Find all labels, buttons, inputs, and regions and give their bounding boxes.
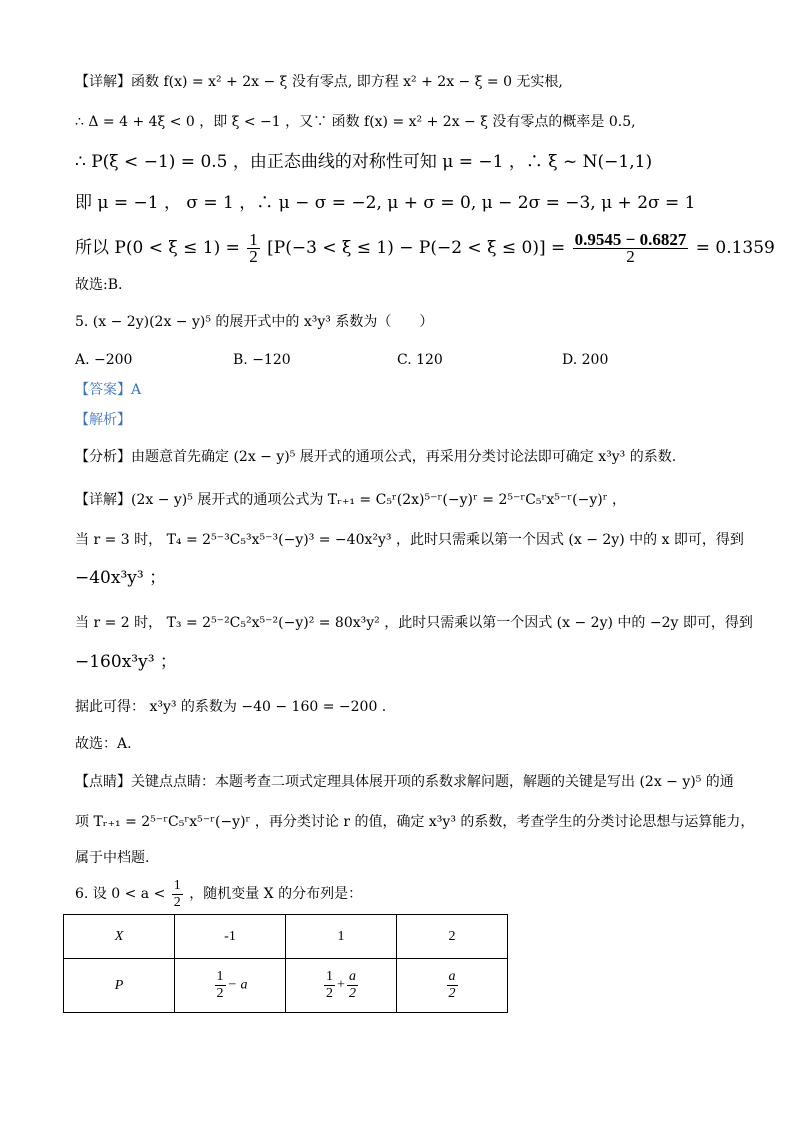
prob-prefix: 所以 P(0 < ξ ≤ 1) = [75, 238, 240, 258]
case-r3-result: −40x³y³ ； [75, 568, 167, 588]
detail-line-2: ∴ Δ = 4 + 4ξ < 0 ，即 ξ < −1 ，又∵ 函数 f(x) = x² + 2x − ξ 没有零点的概率是 0.5, [75, 114, 636, 130]
distribution-table [63, 914, 508, 1013]
key-point-2: 项 Tᵣ₊₁ = 2⁵⁻ʳC₅ʳx⁵⁻ʳ(−y)ʳ ，再分类讨论 r 的值，确定 x³y³ 的系数，考查学生的分类讨论思想与运算能力， [75, 814, 755, 830]
option-a: A. −200 [75, 352, 133, 368]
q6-prefix: 6. 设 0 < a < [75, 886, 166, 902]
table-cell: 1 [286, 915, 397, 959]
detail-line-4: 即 μ = −1 ， σ = 1 ，∴ μ − σ = −2, μ + σ = 0, μ − 2σ = −3, μ + 2σ = 1 [75, 193, 696, 213]
case-r2: 当 r = 2 时， T₃ = 2⁵⁻²C₅²x⁵⁻²(−y)² = 80x³y² ，此时只需乘以第一个因式 (x − 2y) 中的 −2y 即可，得到 [75, 615, 753, 631]
table-cell: P [64, 959, 175, 1013]
case-r3: 当 r = 3 时， T₄ = 2⁵⁻³C₅³x⁵⁻³(−y)³ = −40x²y³ ，此时只需乘以第一个因式 (x − 2y) 中的 x 即可，得到 [75, 532, 744, 548]
half-fraction: $\frac{1}{2}$ [249, 230, 258, 266]
analysis-tag: 【解析】 [75, 412, 131, 428]
prob-bracket: [P(−3 < ξ ≤ 1) − P(−2 < ξ ≤ 0)] = [267, 238, 566, 258]
choose-b: 故选:B. [75, 277, 123, 293]
table-cell: 2 [397, 915, 508, 959]
option-b: B. −120 [233, 352, 291, 368]
conclusion: 据此可得： x³y³ 的系数为 −40 − 160 = −200 . [75, 699, 387, 715]
option-d: D. 200 [562, 352, 609, 368]
q6-half-fraction: $\frac{1}{2}$ [173, 877, 181, 910]
table-row [64, 915, 508, 959]
detail-line-1: 【详解】函数 f(x) = x² + 2x − ξ 没有零点, 即方程 x² + 2x − ξ = 0 无实根, [75, 74, 563, 90]
choose-a: 故选：A. [75, 736, 132, 752]
table-cell: $\frac{1}{2}$ + $\frac{a}{2}$ [286, 959, 397, 1013]
prob-result: = 0.1359 [695, 238, 775, 258]
detail-line-3: ∴ P(ξ < −1) = 0.5 ，由正态曲线的对称性可知 μ = −1 ，∴ ξ ~ N(−1,1) [75, 152, 653, 172]
answer-tag: 【答案】A [75, 382, 142, 398]
question-5: 5. (x − 2y)(2x − y)⁵ 的展开式中的 x³y³ 系数为（ ） [75, 314, 434, 330]
q6-suffix: ，随机变量 X 的分布列是： [189, 886, 363, 902]
analysis-line: 【分析】由题意首先确定 (2x − y)⁵ 展开式的通项公式，再采用分类讨论法即可确定 x³y³ 的系数. [75, 449, 677, 465]
table-cell: $\frac{1}{2}$ − a [175, 959, 286, 1013]
table-cell: -1 [175, 915, 286, 959]
key-point-1: 【点睛】关键点点睛：本题考查二项式定理具体展开项的系数求解问题，解题的关键是写出 (2x − y)⁵ 的通 [75, 774, 734, 790]
question-6 [75, 876, 362, 912]
detail2-line: 【详解】(2x − y)⁵ 展开式的通项公式为 Tᵣ₊₁ = C₅ʳ(2x)⁵⁻ʳ(−y)ʳ = 2⁵⁻ʳC₅ʳx⁵⁻ʳ(−y)ʳ ， [75, 492, 627, 508]
key-point-3: 属于中档题. [75, 850, 150, 866]
result-fraction: $\frac{0.9545 - 0.6827}{2}$ [574, 230, 687, 266]
case-r2-result: −160x³y³ ； [75, 652, 177, 672]
table-row [64, 959, 508, 1013]
option-c: C. 120 [397, 352, 443, 368]
table-cell: $\frac{a}{2}$ [397, 959, 508, 1013]
table-cell: X [64, 915, 175, 959]
detail-line-5 [75, 230, 775, 266]
